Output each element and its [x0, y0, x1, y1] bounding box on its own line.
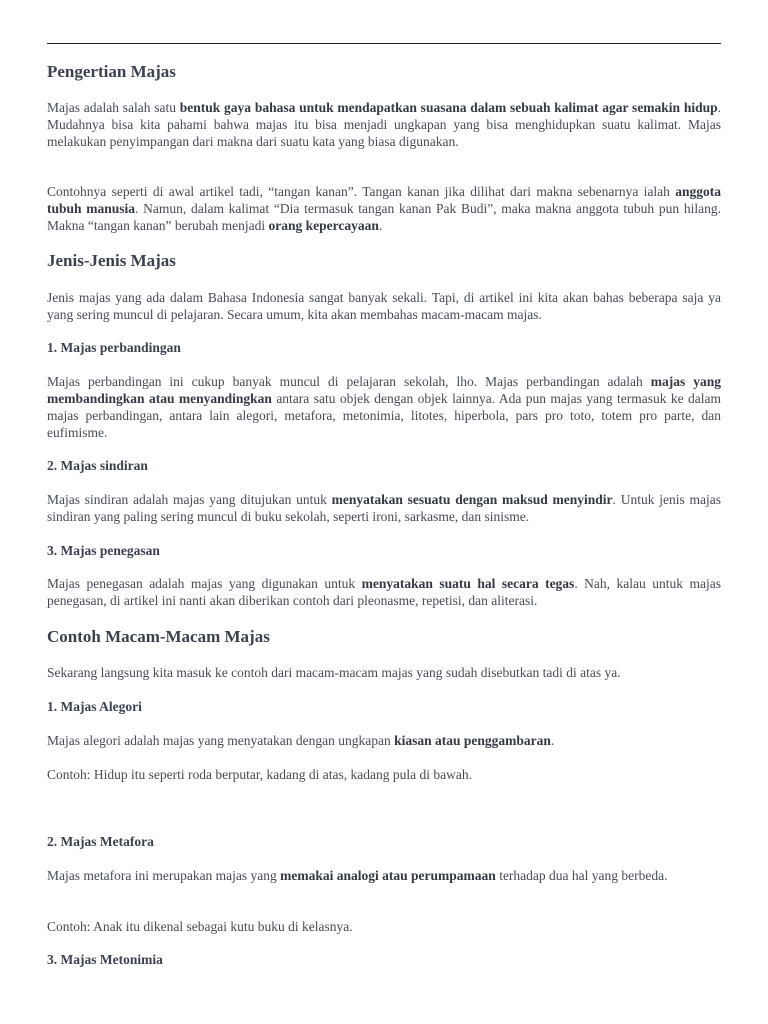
heading-jenis-jenis-majas: Jenis-Jenis Majas [47, 251, 176, 270]
heading-pengertian-majas: Pengertian Majas [47, 62, 176, 81]
heading-contoh-macam-majas: Contoh Macam-Macam Majas [47, 627, 270, 646]
paragraph-pengertian-1: Majas adalah salah satu bentuk gaya bahasa untuk mendapatkan suasana dalam sebuah kalimat agar semakin hidup. Mudahnya bisa kita pahami bahwa majas itu bisa menjadi ungkapan yang bisa menghidupkan suatu kalimat. Majas melakukan penyimpangan dari makna dari suatu kata yang biasa digunakan. [47, 100, 721, 149]
paragraph-majas-alegori: Majas alegori adalah majas yang menyatakan dengan ungkapan kiasan atau penggambaran. [47, 733, 555, 748]
paragraph-majas-penegasan: Majas penegasan adalah majas yang digunakan untuk menyatakan suatu hal secara tegas. Nah, kalau untuk majas penegasan, di artikel ini nanti akan diberikan contoh dari pleonasme, repetisi, dan aliterasi. [47, 576, 721, 608]
example-majas-metafora: Contoh: Anak itu dikenal sebagai kutu buku di kelasnya. [47, 919, 353, 934]
paragraph-jenis-intro: Jenis majas yang ada dalam Bahasa Indonesia sangat banyak sekali. Tapi, di artikel ini kita akan bahas beberapa saja ya yang sering muncul di pelajaran. Secara umum, kita akan membahas macam-macam majas. [47, 290, 721, 322]
paragraph-majas-metafora: Majas metafora ini merupakan majas yang memakai analogi atau perumpamaan terhadap dua hal yang berbeda. [47, 868, 668, 883]
paragraph-contoh-intro: Sekarang langsung kita masuk ke contoh dari macam-macam majas yang sudah disebutkan tadi di atas ya. [47, 665, 621, 680]
subheading-majas-alegori: 1. Majas Alegori [47, 699, 142, 714]
subheading-majas-penegasan: 3. Majas penegasan [47, 543, 160, 558]
subheading-majas-perbandingan: 1. Majas perbandingan [47, 340, 181, 355]
paragraph-majas-sindiran: Majas sindiran adalah majas yang ditujukan untuk menyatakan sesuatu dengan maksud menyindir. Untuk jenis majas sindiran yang paling sering muncul di buku sekolah, seperti ironi, sarkasme, dan sinisme. [47, 492, 721, 524]
top-rule [47, 43, 721, 44]
paragraph-pengertian-2: Contohnya seperti di awal artikel tadi, “tangan kanan”. Tangan kanan jika dilihat dari makna sebenarnya ialah anggota tubuh manusia. Namun, dalam kalimat “Dia termasuk tangan kanan Pak Budi”, maka makna anggota tubuh pun hilang. Makna “tangan kanan” berubah menjadi orang kepercayaan. [47, 184, 721, 233]
subheading-majas-metafora: 2. Majas Metafora [47, 834, 154, 849]
paragraph-majas-perbandingan: Majas perbandingan ini cukup banyak muncul di pelajaran sekolah, lho. Majas perbandingan adalah majas yang membandingkan atau menyandingkan antara satu objek dengan objek lainnya. Ada pun majas yang termasuk ke dalam majas perbandingan, antara lain alegori, metafora, metonimia, litotes, hiperbola, pars pro toto, totem pro parte, dan eufimisme. [47, 374, 721, 440]
subheading-majas-sindiran: 2. Majas sindiran [47, 458, 148, 473]
subheading-majas-metonimia: 3. Majas Metonimia [47, 952, 163, 967]
example-majas-alegori: Contoh: Hidup itu seperti roda berputar, kadang di atas, kadang pula di bawah. [47, 767, 472, 782]
